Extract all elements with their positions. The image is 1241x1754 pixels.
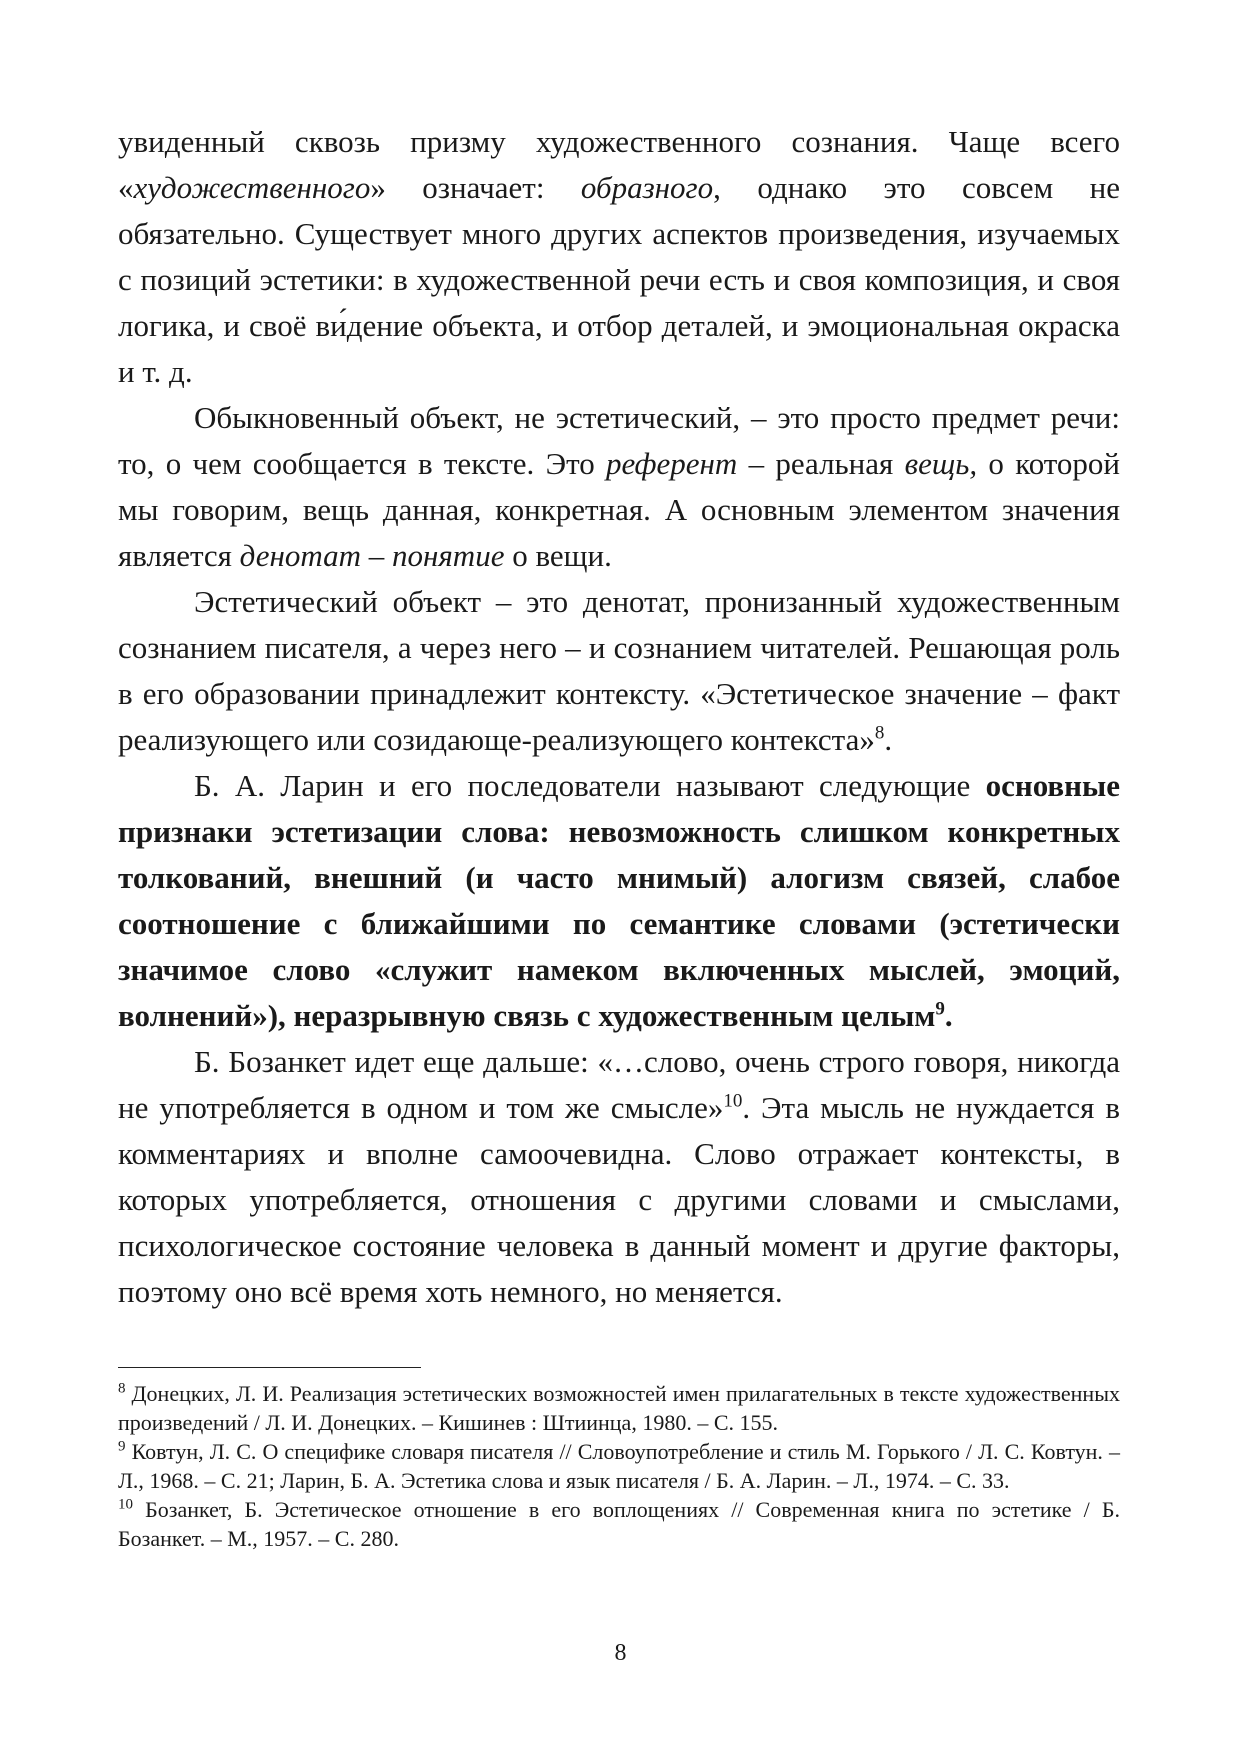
text-run: о вещи. [504, 538, 612, 573]
text-run: увиденный сквозь призму художественного сознания. Чаще всего « [118, 124, 1120, 205]
footnotes [118, 1379, 1120, 1553]
body-text [118, 119, 1120, 1315]
text-run: . [884, 722, 893, 757]
text-run: референт [606, 446, 738, 481]
text-run: , однако это совсем не обязательно. Существует много других аспектов произведения, изучаемых с позиций эстетики: в художественной речи есть и своя композиция, и своя логика, и своё ви́дение объекта, и отбор деталей, и эмоциональная окраска и т. д. [118, 170, 1120, 389]
text-run: вещь, [904, 446, 978, 481]
text-run: Б. Бозанкет идет еще дальше: «…слово, очень строго говоря, никогда не употребляется в одном и том же смысле» [118, 1044, 1120, 1125]
text-run: » означает: [370, 170, 581, 205]
footnote-fn9 [118, 1437, 1120, 1495]
text-run: основные признаки эстетизации слова: невозможность слишком конкретных толкований, внешний (и часто мнимый) алогизм связей, слабое соотношение с ближайшими по семантике словами (эстетически значимое слово «служит намеком включенных мыслей, эмоций, волнений»), неразрывную связь с художественным целым [118, 768, 1120, 1033]
paragraph-p1 [118, 119, 1120, 395]
footnote-mark: 9 [118, 1438, 126, 1455]
text-run: . Эта мысль не нуждается в комментариях и вполне самоочевидна. Слово отражает контексты, в которых употребляется, отношения с другими словами и смыслами, психологическое состояние человека в данный момент и другие факторы, поэтому оно всё время хоть немного, но меняется. [118, 1090, 1120, 1309]
paragraph-p2 [118, 395, 1120, 579]
text-run: образного [580, 170, 714, 205]
footnote-text: Бозанкет, Б. Эстетическое отношение в его воплощениях // Современная книга по эстетике / Б. Бозанкет. – М., 1957. – С. 280. [118, 1497, 1120, 1551]
footnote-text: Донецких, Л. И. Реализация эстетических возможностей имен прилагательных в тексте художественных произведений / Л. И. Донецких. – Кишинев : Штиинца, 1980. – С. 155. [118, 1381, 1120, 1435]
footnote-ref: 10 [723, 1090, 743, 1112]
paragraph-p3 [118, 579, 1120, 763]
text-run: Эстетический объект – это денотат, пронизанный художественным сознанием писателя, а через него – и сознанием читателей. Решающая роль в его образовании принадлежит контексту. «Эстетическое значение – факт реализующего или созидающе-реализующего контекста» [118, 584, 1120, 757]
footnote-ref: 9 [935, 998, 945, 1020]
text-run: о которой мы говорим, вещь данная, конкретная. А основным элементом значения является [118, 446, 1121, 573]
footnote-text: Ковтун, Л. С. О специфике словаря писателя // Словоупотребление и стиль М. Горького / Л. С. Ковтун. – Л., 1968. – С. 21; Ларин, Б. А. Эстетика слова и язык писателя / Б. А. Ларин. – Л., 1974. – С. 33. [118, 1439, 1120, 1493]
text-run: денотат – понятие [239, 538, 505, 573]
text-run: . [944, 998, 953, 1033]
text-run: Б. А. Ларин и его последователи называют следующие [194, 768, 986, 803]
page-number: 8 [614, 1640, 627, 1666]
footnote-separator [118, 1367, 421, 1368]
text-run: Обыкновенный объект, не эстетический, – это просто предмет речи: то, о чем сообщается в тексте. Это [118, 400, 1120, 481]
footnote-fn10 [118, 1495, 1120, 1553]
text-run: – реальная [737, 446, 905, 481]
paragraph-p5 [118, 1039, 1120, 1315]
text-run: художественного [133, 170, 371, 205]
footnote-mark: 8 [118, 1380, 126, 1397]
footnote-mark: 10 [118, 1496, 133, 1513]
paragraph-p4 [118, 763, 1120, 1039]
footnote-ref: 8 [874, 722, 885, 744]
footnote-fn8 [118, 1379, 1120, 1437]
